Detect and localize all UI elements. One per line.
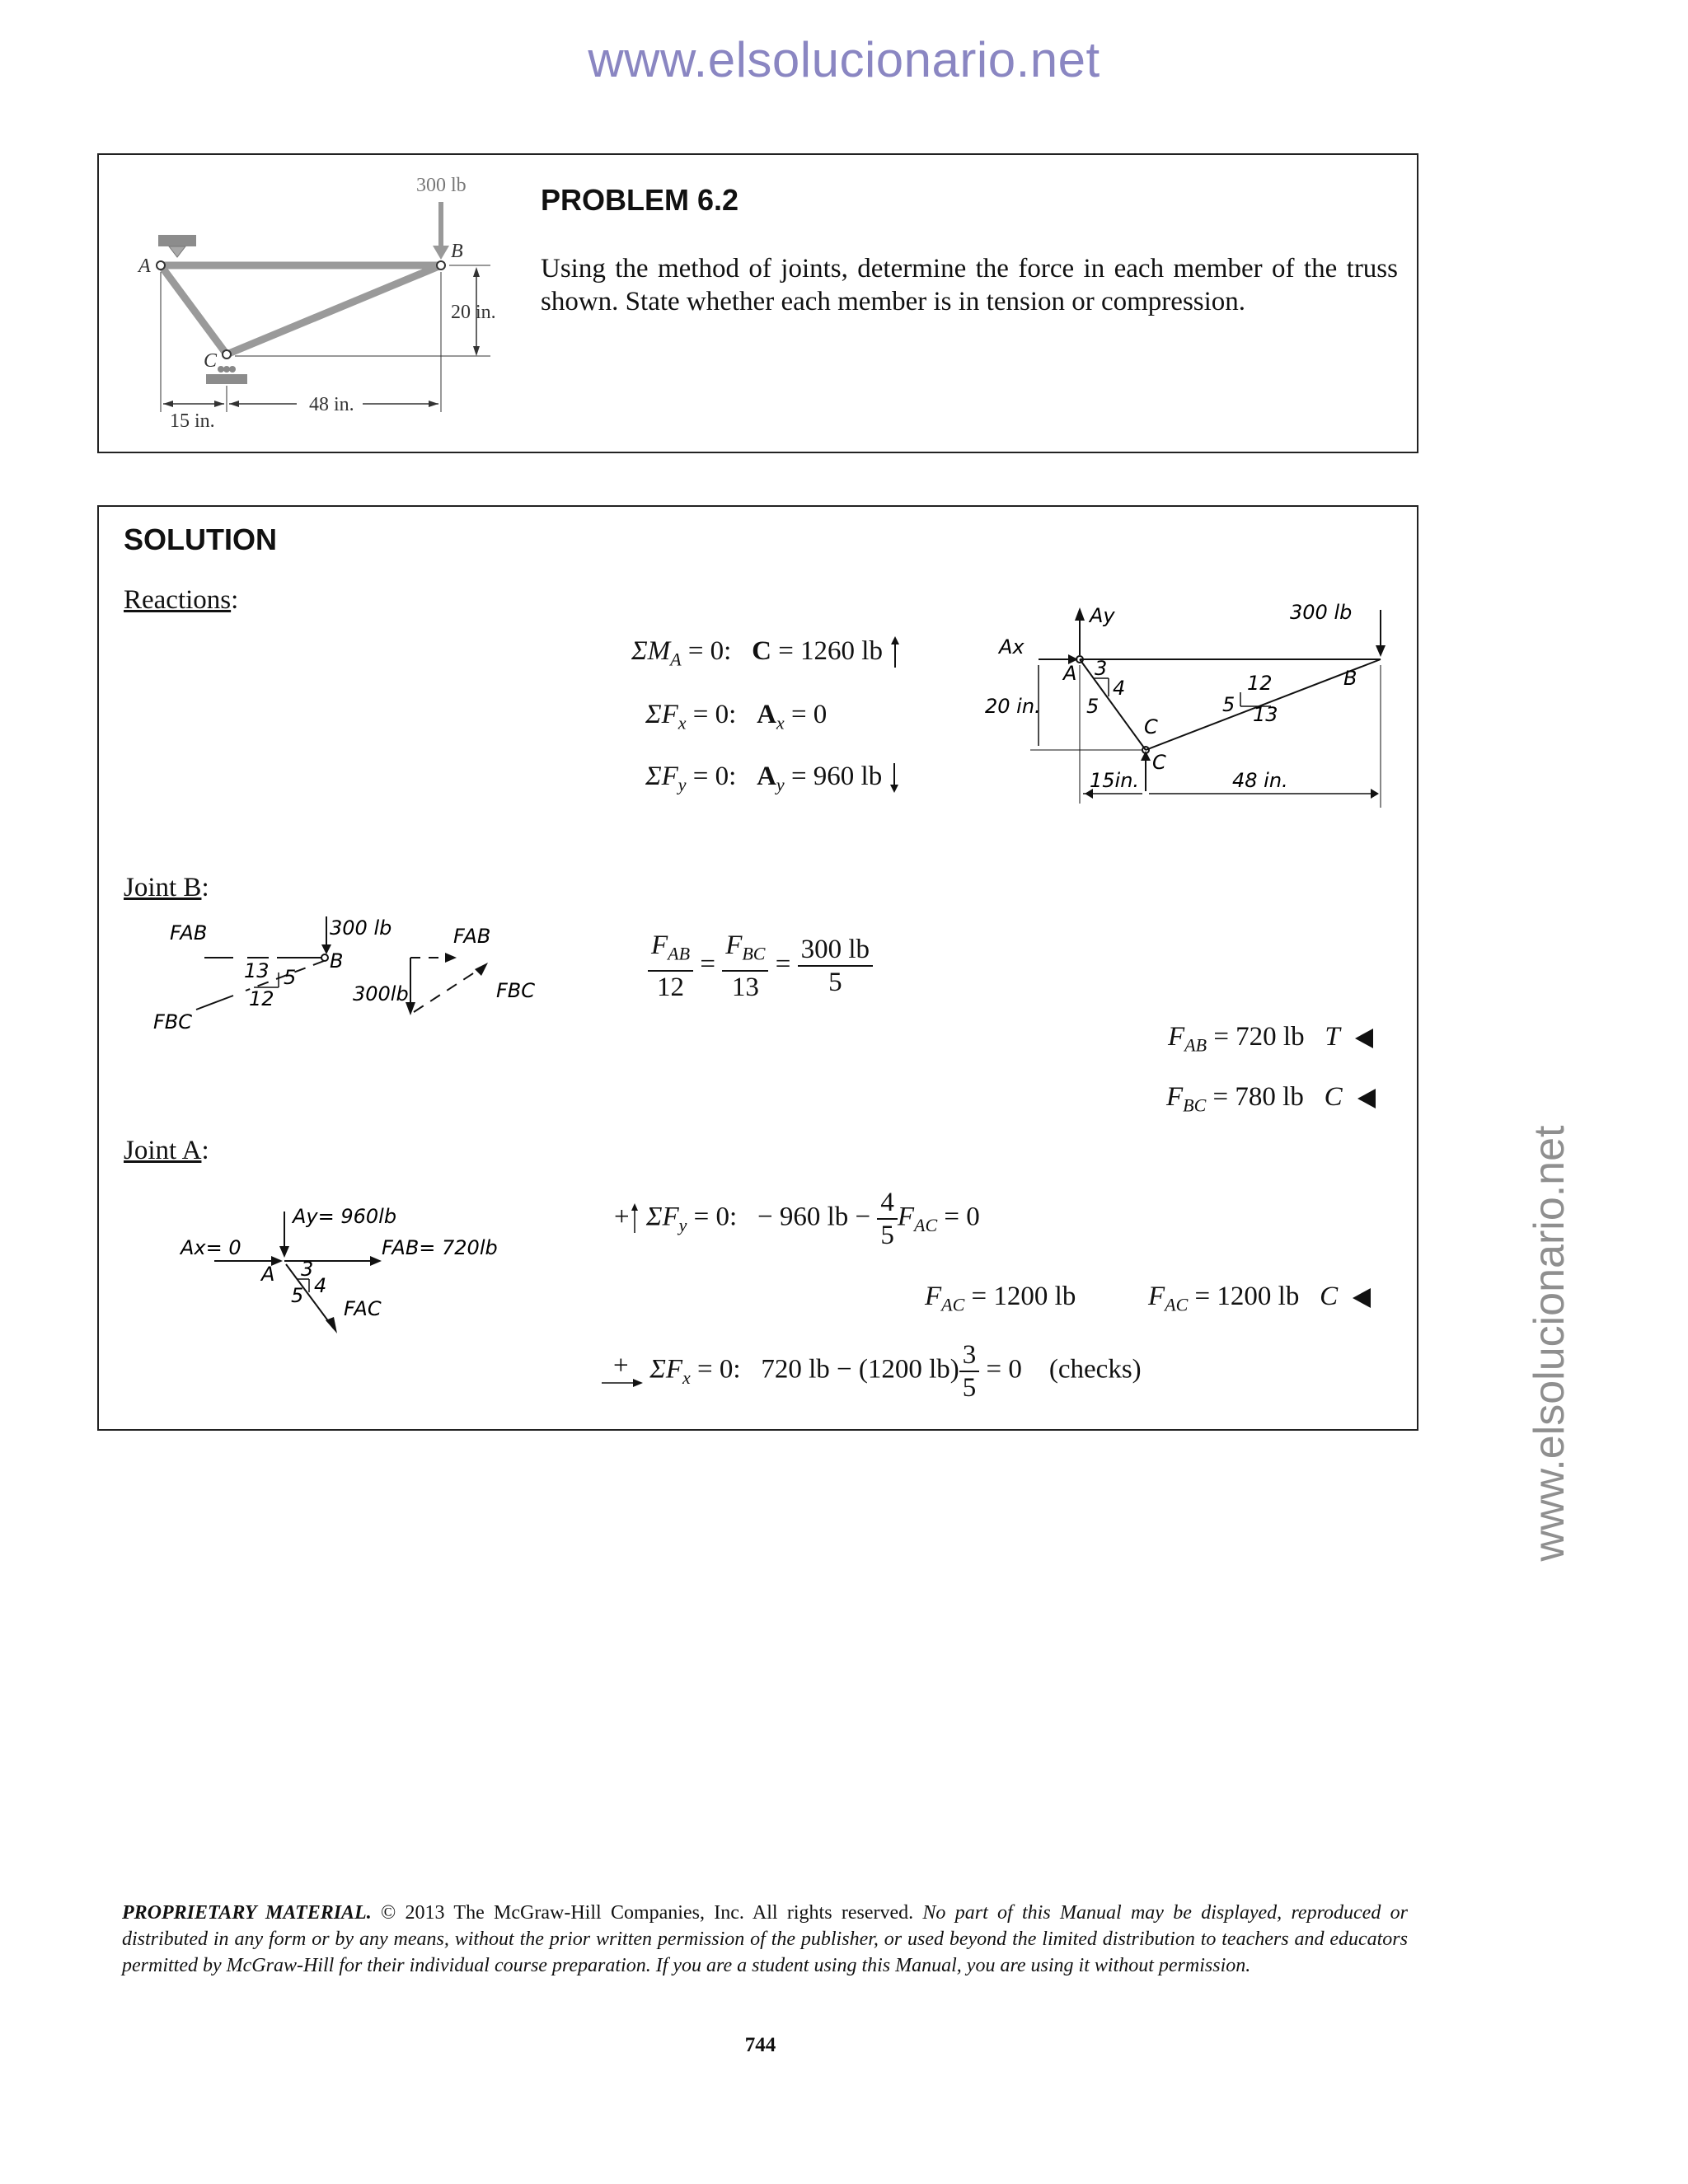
jb-load: 300 lb [330, 916, 392, 940]
jb-b: B [330, 949, 344, 972]
ja-fac: FAC [344, 1297, 382, 1320]
fbd-a: A [1063, 662, 1077, 685]
ja-ay: Ay= 960lb [293, 1205, 397, 1228]
joint-a-eq-fy: + $\Sigma F_y = 0$: − 960 lb − $\frac{4}{5}$ $F_{AC} = 0$ [614, 1188, 980, 1250]
jb-fbc2: FBC [496, 979, 536, 1002]
jb-n5: 5 [284, 966, 297, 989]
fbd-d20: 20 in. [985, 695, 1041, 718]
free-body-diagram [981, 598, 1409, 828]
reaction-eq-fx: $\Sigma F_x = 0$: $A_x = 0$ [645, 700, 828, 733]
fbd-ay: Ay [1090, 604, 1115, 627]
joint-b-label: Joint B: [124, 873, 209, 902]
fbd-c: C [1144, 715, 1158, 738]
fbd-ax: Ax [999, 635, 1025, 658]
result-fac: $F_{AC} = 1200$ lb C [1148, 1282, 1372, 1316]
arrow-up-icon [630, 1203, 640, 1235]
reaction-eq-moment: $\Sigma M_A = 0$: C = 1260 lb [631, 636, 901, 671]
page-number: 744 [744, 2034, 776, 2056]
result-marker-icon [1351, 1286, 1372, 1310]
fig-dim-20: 20 in. [451, 302, 496, 323]
joint-b-sketch [147, 915, 551, 1047]
ja-n5: 5 [291, 1284, 304, 1307]
joint-a-fac-value: $F_{AC} = 1200$ lb [925, 1282, 1076, 1315]
watermark-top: www.elsolucionario.net [588, 32, 1100, 87]
solution-heading: SOLUTION [124, 523, 277, 556]
result-fab: $F_{AB} = 720$ lb T [1168, 1022, 1375, 1057]
fig-dim-48: 48 in. [309, 394, 354, 415]
fig-dim-15: 15 in. [170, 410, 215, 432]
fig-label-b: B [451, 241, 463, 262]
joint-b-ratio: $\frac{F_{AB}}{12}$ = $\frac{F_{BC}}{13}$ = $\frac{300 lb}{5}$ [648, 930, 873, 1003]
arrow-up-icon [889, 636, 901, 669]
fbd-n5b: 5 [1222, 693, 1236, 716]
fbd-d48: 48 in. [1232, 769, 1288, 792]
problem-statement: Using the method of joints, determine the force in each member of the truss shown. State whether each member is in tension or compression. [541, 254, 1398, 316]
fbd-d15: 15in. [1090, 769, 1140, 792]
fig-label-c: C [204, 350, 218, 372]
jb-fbc: FBC [153, 1010, 193, 1033]
ja-ax: Ax= 0 [181, 1236, 241, 1259]
fbd-b: B [1343, 667, 1357, 690]
reactions-label: Reactions: [124, 585, 239, 615]
joint-a-eq-fx: + $\Sigma F_x = 0$: 720 lb − (1200 lb) $\frac{3}{5}$ = 0 (checks) [602, 1339, 1142, 1404]
watermark-side: www.elsolucionario.net [1526, 1125, 1573, 1562]
result-fbc: $F_{BC} = 780$ lb C [1166, 1082, 1377, 1117]
arrow-down-icon [889, 762, 900, 794]
fbd-n5: 5 [1086, 695, 1100, 718]
jb-fab: FAB [170, 921, 208, 944]
arrow-right-icon: + [602, 1356, 643, 1387]
reaction-eq-fy: $\Sigma F_y = 0$: $A_y = 960$ lb [645, 762, 900, 796]
ja-a: A [261, 1263, 275, 1286]
result-marker-icon [1356, 1087, 1377, 1110]
fbd-n13: 13 [1253, 703, 1278, 726]
jb-n12: 12 [249, 987, 274, 1010]
footer-notice: PROPRIETARY MATERIAL. © 2013 The McGraw-Hill Companies, Inc. All rights reserved. No part of this Manual may be displayed, reproduced or distributed in any form or by any means, without the prior written permission of the publisher, or used beyond the limited distribution to teachers and educators permitted by McGraw-Hill for their individual course preparation. If you are a student using this Manual, you are using it without permission. [122, 1902, 1408, 1976]
fig-label-a: A [138, 255, 151, 277]
truss-figure [124, 165, 519, 437]
fbd-cr: C [1152, 751, 1166, 774]
joint-a-label: Joint A: [124, 1136, 209, 1165]
ja-n4: 4 [314, 1274, 327, 1297]
ja-n3: 3 [301, 1258, 314, 1281]
problem-title: PROBLEM 6.2 [541, 183, 739, 217]
fig-load-label: 300 lb [416, 175, 467, 196]
fbd-n4: 4 [1113, 677, 1126, 700]
fbd-n3: 3 [1095, 657, 1108, 680]
jb-fab2: FAB [453, 925, 491, 948]
ja-fab: FAB= 720lb [382, 1236, 498, 1259]
joint-a-sketch [169, 1195, 499, 1343]
result-marker-icon [1353, 1027, 1375, 1050]
fbd-load: 300 lb [1290, 601, 1353, 624]
jb-load2: 300lb [353, 982, 409, 1005]
jb-n13: 13 [244, 959, 270, 982]
fbd-n12: 12 [1247, 672, 1273, 695]
